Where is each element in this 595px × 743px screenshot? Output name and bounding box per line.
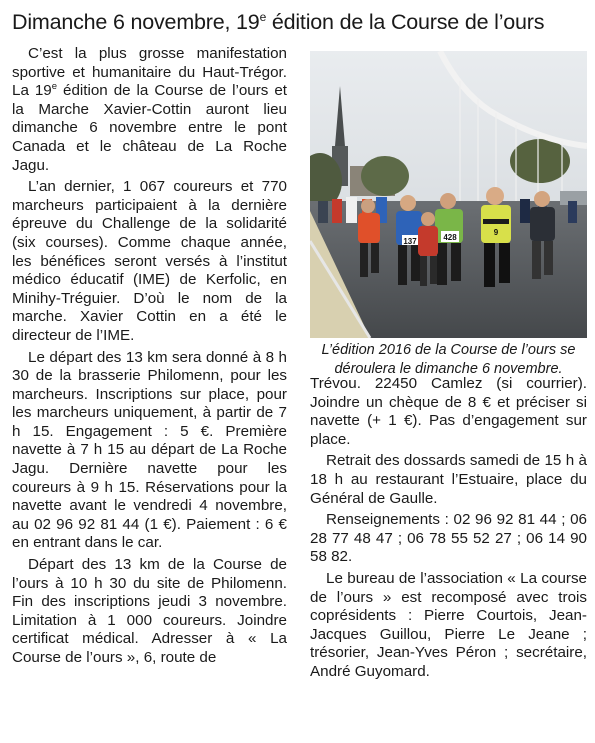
article-paragraph: Le départ des 13 km sera donné à 8 h 30 de la brasserie Philomenn, pour les marcheurs. Inscriptions sur place, pour les marcheurs uniquement, à partir de 7 h 15. Engagement : 5 €. Première navette à 7 h 15 au départ de La Roche Jagu. Dernière navette pour les coureurs à 9 h 15. Réservations pour la navette avant le vendredi 4 novembre, au 02 96 92 81 44 (1 €). Paiement : 6 € en entrant dans le car. xyxy=(12,348,287,552)
race-photo xyxy=(310,51,587,338)
article-headline: Dimanche 6 novembre, 19e édition de la Course de l’ours xyxy=(12,10,545,34)
article-paragraph: C’est la plus grosse manifestation sportive et humanitaire du Haut-Trégor. La 19e édition de la Course de l’ours et la Marche Xavier-Cottin auront lieu dimanche 6 novembre entre le pont Canada et le château de La Roche Jagu. xyxy=(12,45,287,174)
article-paragraph: Trévou. 22450 Camlez (si courrier). Joindre un chèque de 8 € et préciser si navette (+ 1 €). Pas d’engagement sur place. xyxy=(310,375,587,448)
article-column-right xyxy=(310,375,587,682)
article-paragraph: Le bureau de l’association « La course de l’ours » est recomposé avec trois coprésidents : Pierre Courtois, Jean-Jacques Guillou, Pierre Le Jeane ; trésorier, Jean-Yves Péron ; secrétaire, André Guyomard. xyxy=(310,569,587,680)
race-bib-number: 428 xyxy=(443,233,457,242)
photo-caption: L’édition 2016 de la Course de l’ours se déroulera le dimanche 6 novembre. xyxy=(321,342,576,377)
article-column-left xyxy=(12,45,287,668)
article-paragraph: Départ des 13 km de la Course de l’ours à 10 h 30 du site de Philomenn. Fin des inscriptions jeudi 3 novembre. Limitation à 1 000 coureurs. Joindre certificat médical. Adresser à « La Course de l’ours », 6, route de xyxy=(12,556,287,666)
article-paragraph: Retrait des dossards samedi de 15 h à 18 h au restaurant l’Estuaire, place du Général de Gaulle. xyxy=(310,452,587,507)
article-paragraph: Renseignements : 02 96 92 81 44 ; 06 28 77 48 47 ; 06 78 55 52 27 ; 06 14 90 58 82. xyxy=(310,511,587,566)
race-bib-number: 137 xyxy=(403,237,417,246)
race-bib-number: 9 xyxy=(493,228,499,237)
article-paragraph: L’an dernier, 1 067 coureurs et 770 marcheurs participaient à la dernière épreuve du Challenge de la solidarité (six courses). Comme chaque année, les bénéfices seront versés à l’institut médico éducatif (IME) de Kerfolic, en Minihy-Tréguier. D’où le nom de la marche. Xavier Cottin en a été le directeur de l’IME. xyxy=(12,178,287,344)
